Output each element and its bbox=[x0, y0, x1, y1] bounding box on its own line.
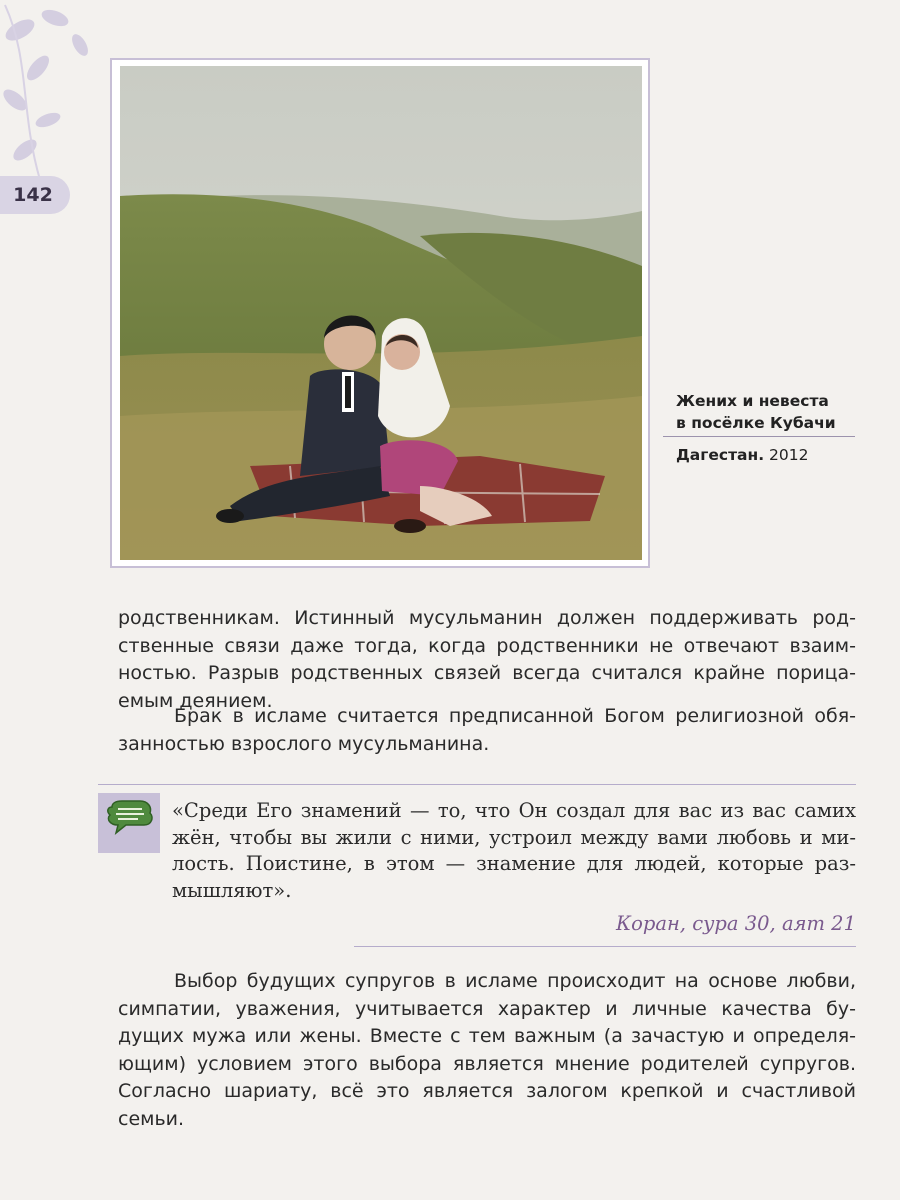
photo-caption-place: Дагестан. 2012 bbox=[676, 446, 809, 464]
page-number: 142 bbox=[13, 184, 53, 206]
quote-divider-bottom bbox=[354, 946, 856, 947]
photo-caption-title: Жених и невеста в посёлке Кубачи bbox=[676, 392, 836, 432]
paragraph-marriage: Брак в исламе считается предписанной Богом религиозной обя- занностью взрослого мусульманина. bbox=[118, 705, 856, 755]
quote-source: Коран, сура 30, аят 21 bbox=[616, 912, 856, 935]
paragraph-spouse-choice: Выбор будущих супругов в исламе происходит на основе любви, симпатии, уважения, учитывается характер и личные качества бу- дущих мужа или жены. Вместе с тем важным (а зачастую и определя- ющим) условием этого выбора является мнение родителей супругов. Согласно шариату, всё это является залогом крепкой и счастливой семьи. bbox=[118, 970, 856, 1130]
speech-bubble-icon bbox=[98, 793, 160, 853]
quran-quote: «Среди Его знамений — то, что Он создал для вас из вас самих жён, чтобы вы жили с ними, устроил между вами любовь и ми- лость. Поистине, в этом — знамение для людей, которые раз- мышляют». bbox=[172, 799, 856, 902]
photo-couple-on-hills bbox=[120, 66, 642, 560]
quote-divider-top bbox=[98, 784, 856, 785]
leaf-decoration-icon bbox=[0, 0, 110, 190]
caption-divider bbox=[663, 436, 855, 437]
paragraph-relatives: родственникам. Истинный мусульманин должен поддерживать род- ственные связи даже тогда, когда родственники не отвечают взаим- ностью. Разрыв родственных связей всегда считался крайне порица- емым деянием. bbox=[118, 607, 856, 712]
